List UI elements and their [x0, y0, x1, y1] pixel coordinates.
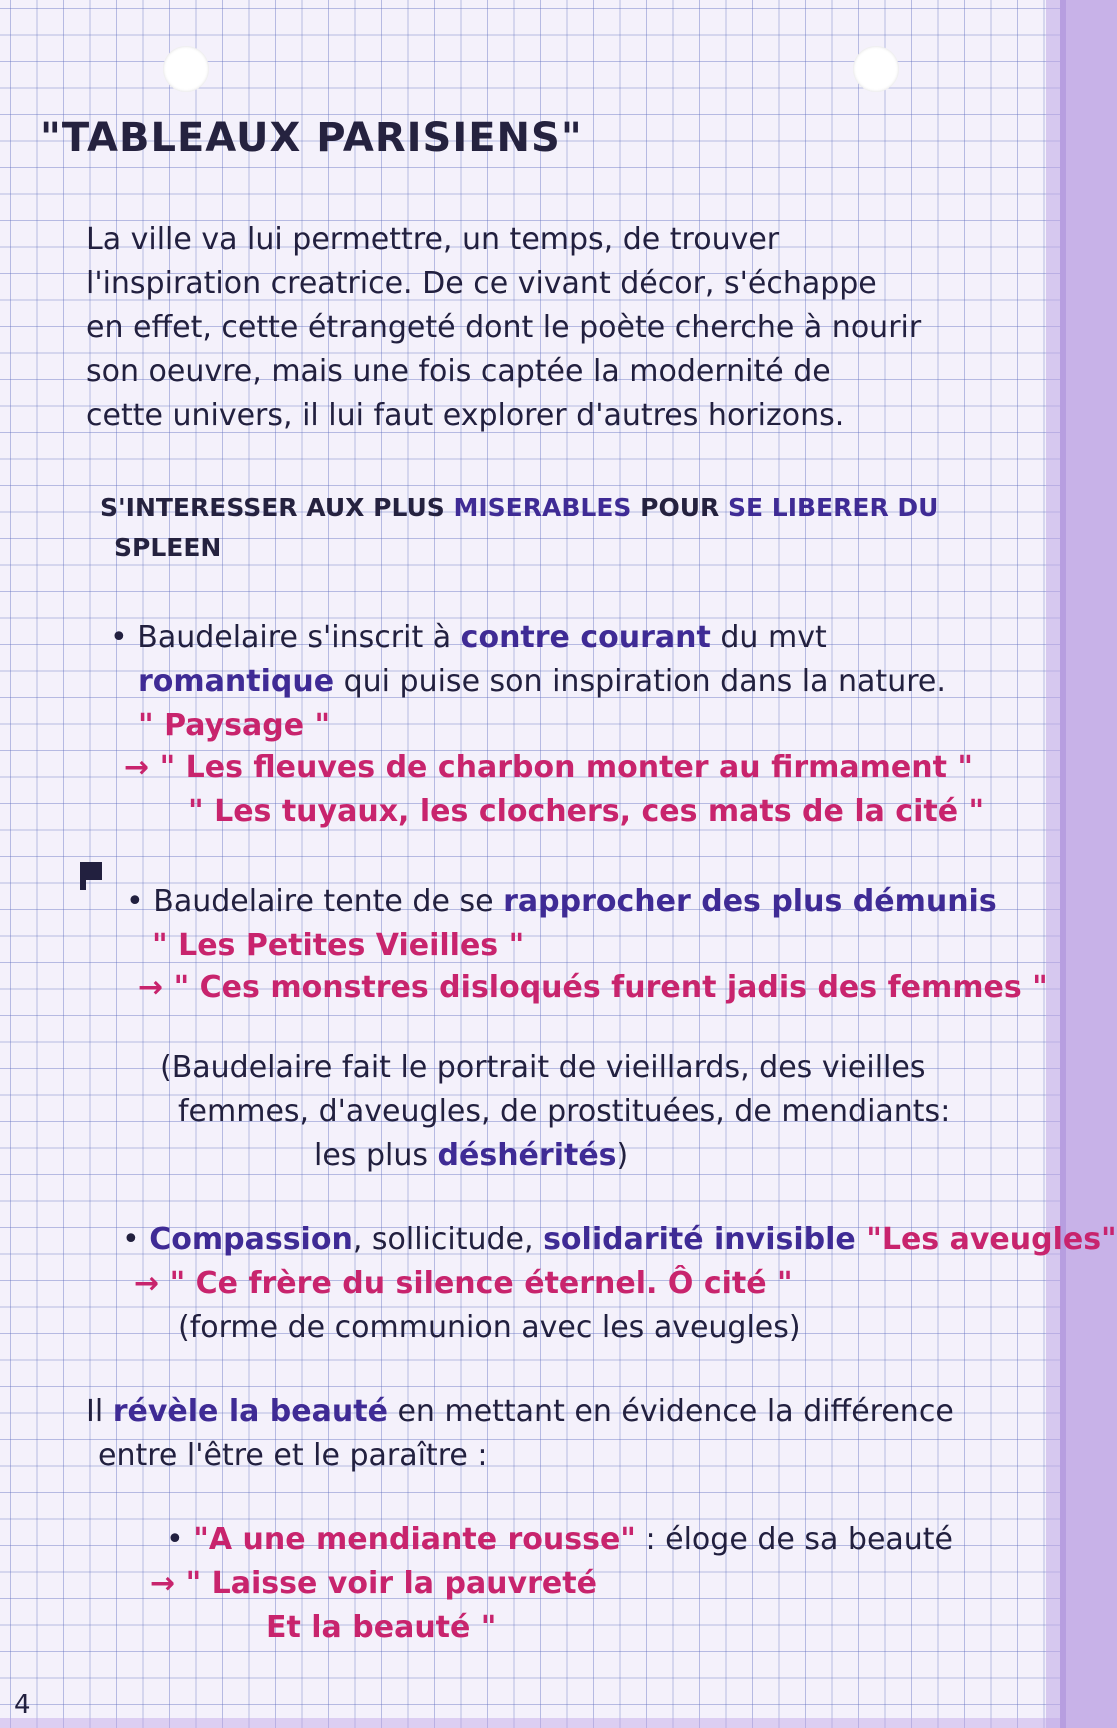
- highlight: déshérités: [437, 1138, 617, 1173]
- heading-highlight: SE LIBERER DU: [727, 493, 939, 522]
- intro-line: cette univers, il lui faut explorer d'autres horizons.: [86, 398, 845, 433]
- section-heading-cont: SPLEEN: [114, 533, 222, 562]
- paren-line: [314, 1134, 628, 1178]
- text: ): [616, 1138, 629, 1173]
- quote-line: " Les tuyaux, les clochers, ces mats de la cité ": [188, 794, 985, 829]
- highlight: rapprocher des plus démunis: [503, 884, 997, 919]
- highlight: contre courant: [460, 620, 711, 655]
- text: en mettant en évidence la différence: [387, 1394, 954, 1429]
- text: • Baudelaire s'inscrit à: [110, 620, 461, 655]
- highlight: Compassion: [149, 1222, 353, 1257]
- text: : éloge de sa beauté: [635, 1522, 954, 1557]
- quote-line: → " Ce frère du silence éternel. Ô cité ": [134, 1266, 793, 1301]
- intro-line: La ville va lui permettre, un temps, de trouver: [86, 222, 780, 257]
- quote-title: " Les Petites Vieilles ": [152, 928, 525, 963]
- bullet-line: [122, 1218, 1117, 1262]
- page-number: 4: [14, 1690, 31, 1720]
- intro-line: en effet, cette étrangeté dont le poète cherche à nourir: [86, 310, 922, 345]
- binder-hole-right: [853, 46, 899, 92]
- text: •: [166, 1522, 194, 1557]
- bullet-line: [110, 616, 827, 660]
- paragraph-line: entre l'être et le paraître :: [98, 1438, 488, 1473]
- binder-hole-left: [163, 46, 209, 92]
- highlight: solidarité invisible: [543, 1222, 856, 1257]
- bullet-line: [126, 880, 997, 924]
- quote-title: " Paysage ": [138, 708, 331, 743]
- section-heading: [100, 486, 938, 530]
- intro-line: son oeuvre, mais une fois captée la modernité de: [86, 354, 831, 389]
- intro-line: l'inspiration creatrice. De ce vivant décor, s'échappe: [86, 266, 877, 301]
- quote-line: → " Ces monstres disloqués furent jadis des femmes ": [138, 970, 1048, 1005]
- text: •: [122, 1222, 150, 1257]
- quote-title: "A une mendiante rousse": [193, 1522, 636, 1557]
- highlight: romantique: [138, 664, 335, 699]
- page-title: "TABLEAUX PARISIENS": [40, 115, 583, 161]
- flag-marker-icon: [80, 862, 102, 880]
- bullet-line: [138, 660, 946, 704]
- quote-title: "Les aveugles": [855, 1222, 1117, 1257]
- paren-line: (Baudelaire fait le portrait de vieillards, des vieilles: [160, 1050, 926, 1085]
- text: qui puise son inspiration dans la nature.: [334, 664, 946, 699]
- quote-line: → " Laisse voir la pauvreté: [150, 1566, 597, 1601]
- highlight: révèle la beauté: [112, 1394, 388, 1429]
- heading-text: POUR: [631, 493, 728, 522]
- bullet-line: [166, 1518, 953, 1562]
- text: • Baudelaire tente de se: [126, 884, 504, 919]
- text: Il: [86, 1394, 113, 1429]
- paren-line: (forme de communion avec les aveugles): [178, 1310, 801, 1345]
- text: les plus: [314, 1138, 438, 1173]
- text: du mvt: [710, 620, 827, 655]
- paren-line: femmes, d'aveugles, de prostituées, de mendiants:: [178, 1094, 951, 1129]
- heading-text: S'INTERESSER AUX PLUS: [100, 493, 454, 522]
- quote-line: → " Les fleuves de charbon monter au firmament ": [124, 750, 974, 785]
- paragraph-line: [86, 1390, 954, 1434]
- text: , sollicitude,: [352, 1222, 544, 1257]
- heading-highlight: MISERABLES: [453, 493, 632, 522]
- quote-line: Et la beauté ": [266, 1610, 497, 1645]
